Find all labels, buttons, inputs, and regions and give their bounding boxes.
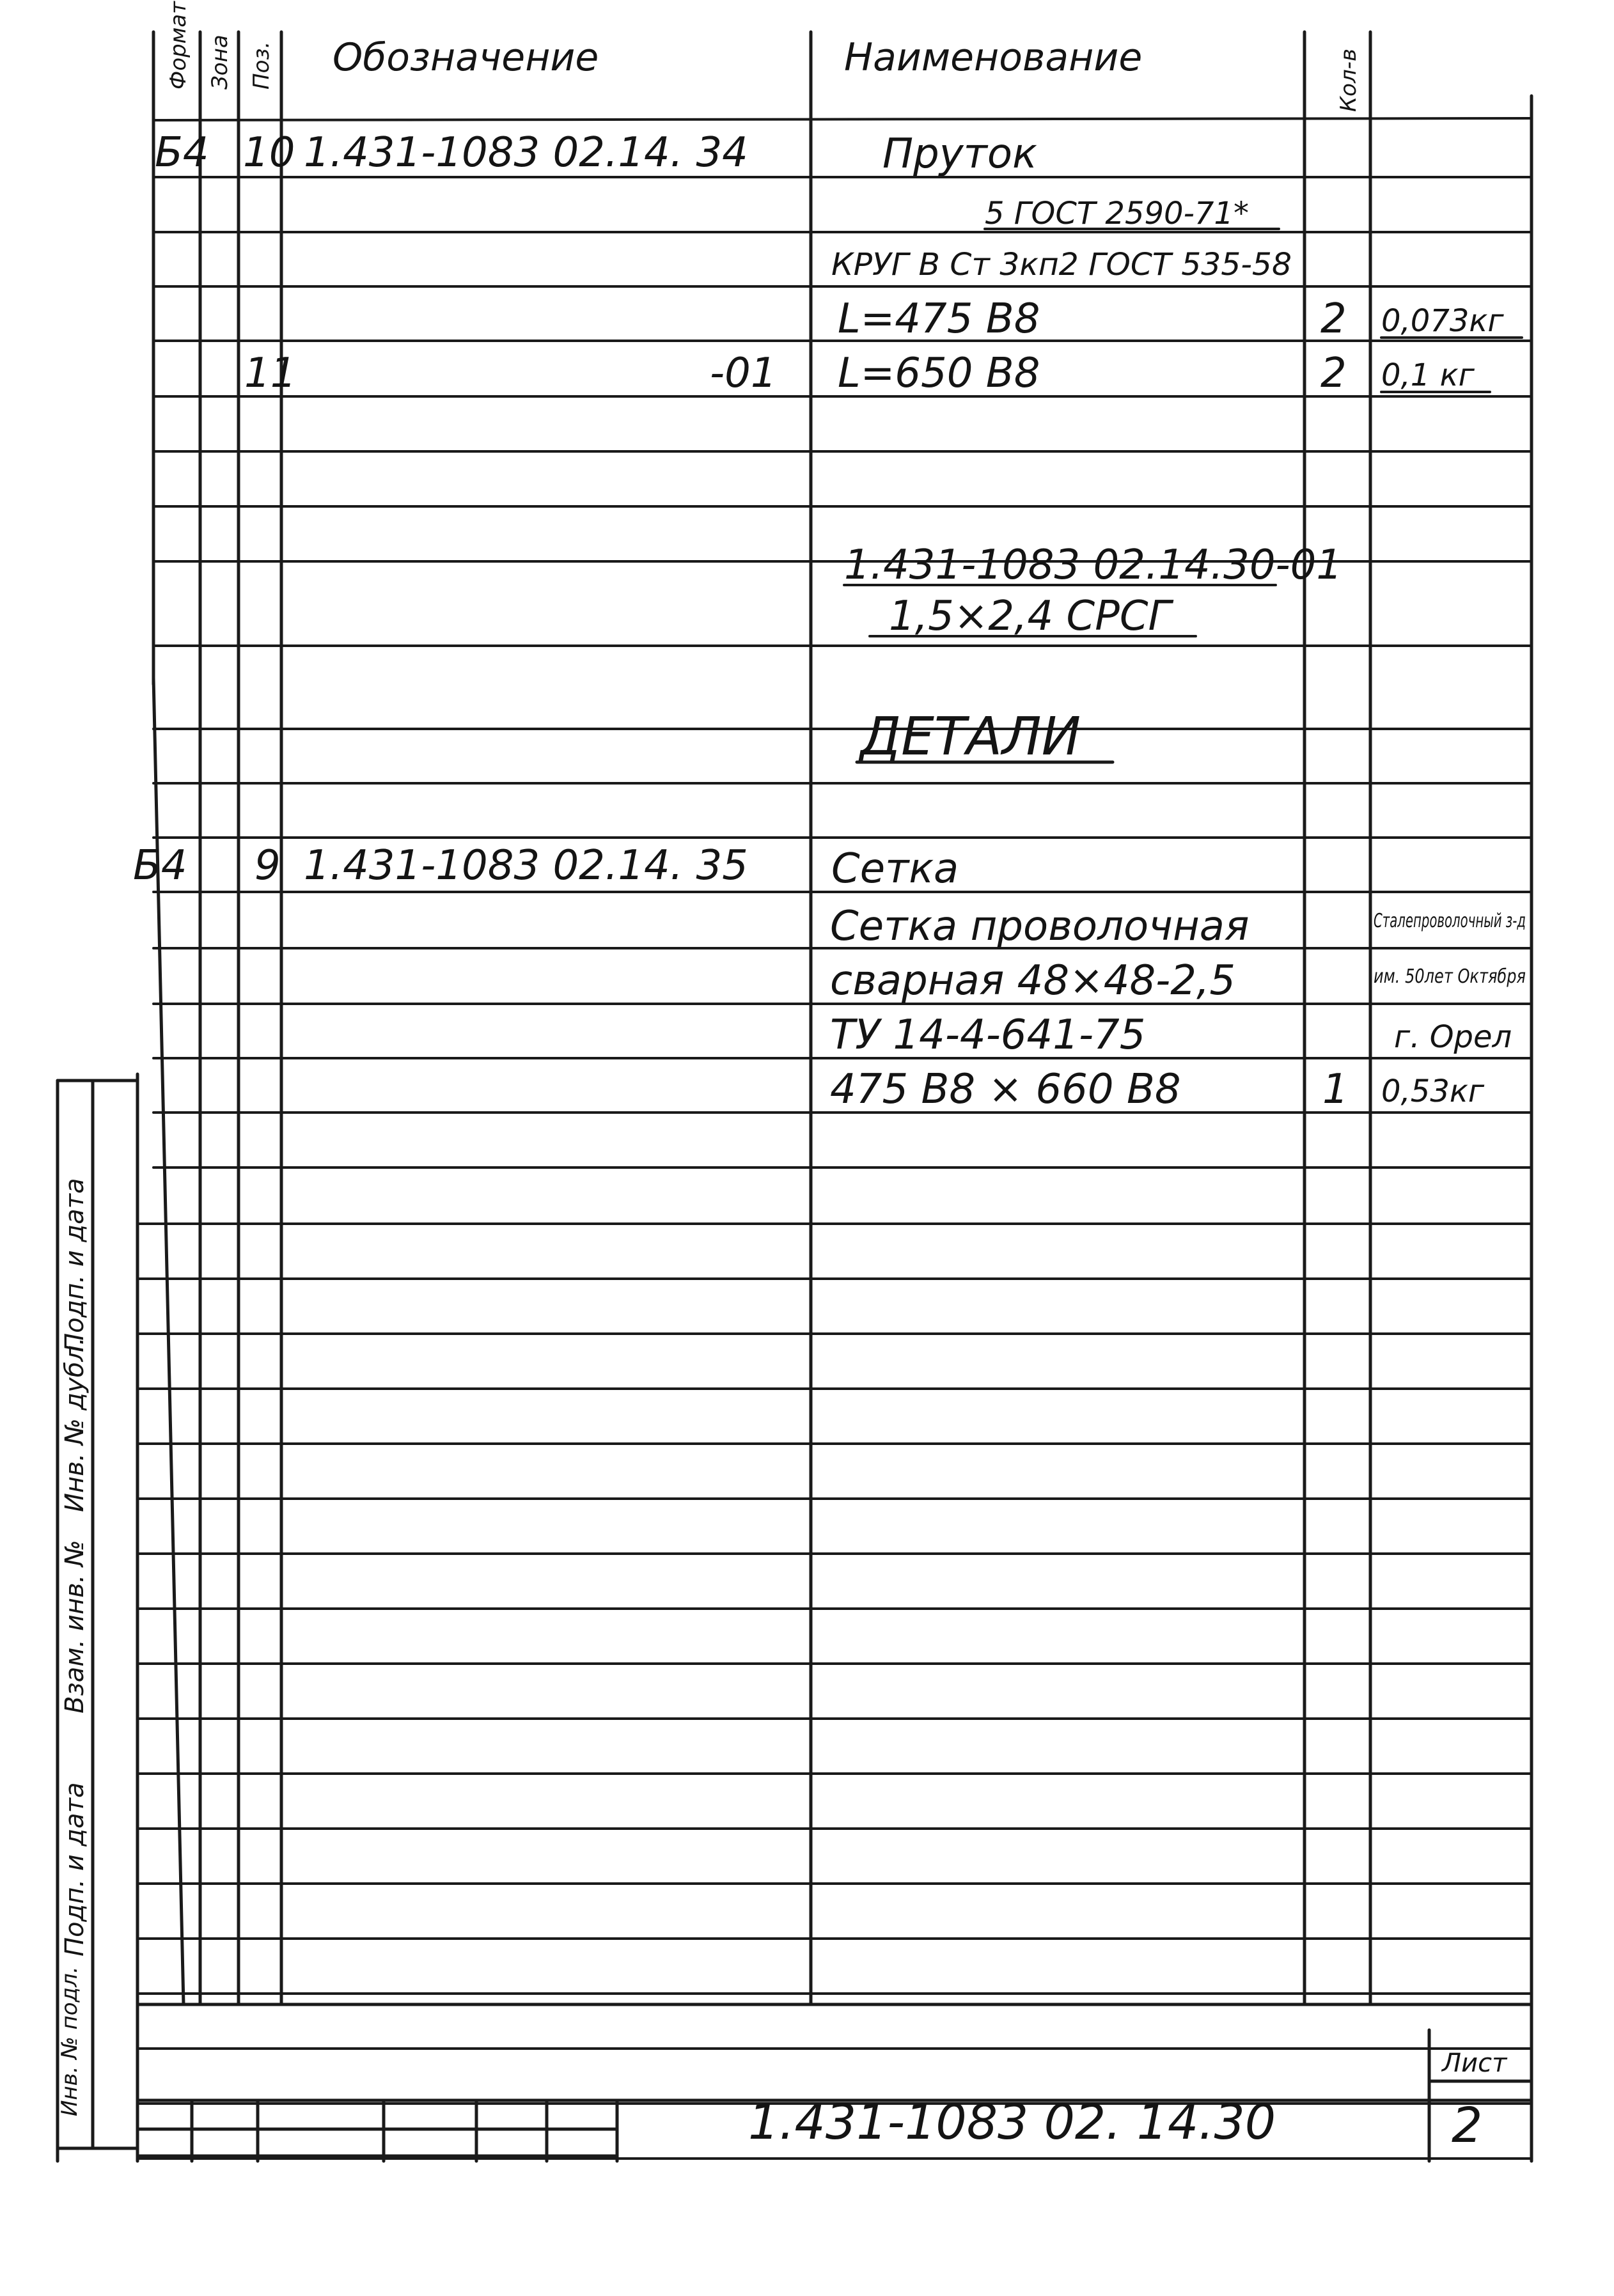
header-quantity: Кол-в (1336, 49, 1361, 112)
side-label-dup-inventory: Инв. № дубл. (60, 1337, 90, 1512)
row1-name: Пруток (882, 130, 1037, 178)
row13-format: Б4 (133, 842, 187, 889)
row5-note: 0,1 кг (1381, 357, 1475, 393)
row13-name: Сетка (831, 845, 959, 893)
side-label-replace-inventory: Взам. инв. № (60, 1540, 90, 1714)
sheet-label: Лист (1442, 2049, 1507, 2078)
side-stamp (57, 1178, 90, 2116)
row17-qty: 1 (1322, 1066, 1349, 1113)
side-label-sign-date-2: Подп. и дата (60, 1782, 90, 1956)
row17-note: 0,53кг (1381, 1074, 1485, 1109)
row13-designation: 1.431-1083 02.14. 35 (304, 842, 748, 889)
section-heading-details: ДЕТАЛИ (860, 707, 1081, 767)
row13-position: 9 (255, 842, 281, 889)
header-format: Формат (166, 1, 191, 90)
header-position: Поз. (249, 41, 274, 90)
row14-name: Сетка проволочная (830, 903, 1250, 950)
row5-position: 11 (244, 350, 297, 397)
row5-designation: -01 (710, 350, 777, 397)
spec-rows (133, 129, 1526, 1113)
row14-note: Сталепроволочный з-д (1374, 910, 1526, 932)
document-code: 1.431-1083 02. 14.30 (748, 2093, 1276, 2150)
side-label-original-inventory: Инв. № подл. (57, 1966, 82, 2116)
row1-format: Б4 (155, 129, 209, 176)
row4-note: 0,073кг (1381, 303, 1504, 339)
row8-name: 1.431-1083 02.14.30-01 (844, 542, 1343, 589)
header-name: Наименование (844, 35, 1143, 80)
row1-designation: 1.431-1083 02.14. 34 (304, 129, 748, 176)
side-label-sign-date: Подп. и дата (60, 1178, 90, 1352)
row4-qty: 2 (1320, 295, 1347, 343)
table-header (166, 1, 1361, 112)
row5-name: L=650 В8 (838, 350, 1040, 397)
row5-qty: 2 (1320, 350, 1347, 397)
row16-note: г. Орел (1394, 1019, 1512, 1055)
header-designation: Обозначение (333, 35, 599, 80)
row1-position: 10 (243, 129, 295, 176)
row2-name: 5 ГОСТ 2590-71* (985, 196, 1249, 231)
sheet-number: 2 (1452, 2097, 1483, 2153)
header-zone: Зона (207, 35, 233, 90)
row3-name: КРУГ В Ст 3кп2 ГОСТ 535-58 (831, 247, 1292, 283)
row17-name: 475 В8 × 660 В8 (830, 1066, 1181, 1113)
row15-name: сварная 48×48-2,5 (830, 957, 1236, 1004)
row16-name: ТУ 14-4-641-75 (830, 1011, 1146, 1059)
row9-name: 1,5×2,4 СРСГ (889, 593, 1171, 640)
row15-note: им. 50лет Октября (1374, 965, 1526, 988)
row4-name: L=475 В8 (838, 295, 1040, 343)
